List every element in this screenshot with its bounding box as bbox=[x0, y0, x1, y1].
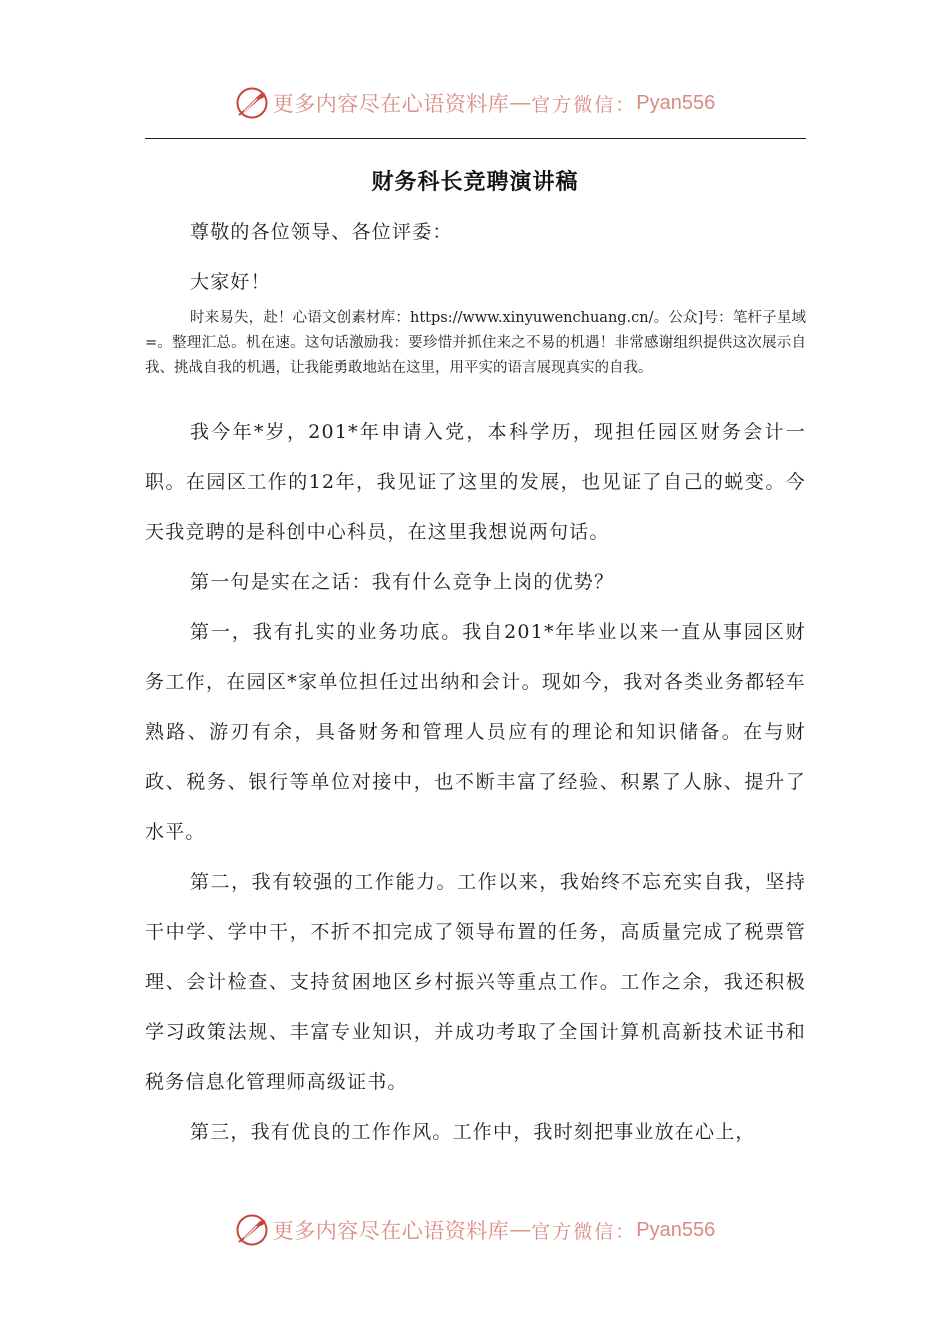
banner-slogan: 更多内容尽在心语资料库 bbox=[272, 1219, 510, 1243]
banner-wechat-label: 官方微信： bbox=[531, 1220, 637, 1243]
banner-wechat-id: Pyan556 bbox=[636, 1218, 716, 1241]
paragraph-self-introduction: 我今年*岁，201*年申请入党，本科学历，现担任园区财务会计一职。在园区工作的12年，我见证了这里的发展，也见证了自己的蜕变。今天我竞聘的是科创中心科员，在这里我想说两句话。 bbox=[145, 421, 806, 543]
paragraph-advantage-second: 第二，我有较强的工作能力。工作以来，我始终不忘充实自我，坚持干中学、学中干，不折不扣完成了领导布置的任务，高质量完成了税票管理、会计检查、支持贫困地区乡村振兴等重点工作。工作之余，我还积极学习政策法规、丰富专业知识，并成功考取了全国计算机高新技术证书和税务信息化管理师高级证书。 bbox=[145, 871, 806, 1093]
banner-slogan: 更多内容尽在心语资料库 bbox=[272, 92, 510, 116]
document-title: 财务科长竞聘演讲稿 bbox=[371, 169, 579, 195]
salutation: 尊敬的各位领导、各位评委： bbox=[190, 221, 453, 243]
paragraph-first-sentence: 第一句是实在之话：我有什么竞争上岗的优势？ bbox=[190, 571, 615, 593]
banner-wechat-id: Pyan556 bbox=[636, 91, 716, 114]
quill-pen-logo-icon bbox=[235, 86, 269, 120]
banner-wechat-label: 官方微信： bbox=[531, 93, 637, 116]
banner-separator: — bbox=[510, 91, 531, 114]
banner-separator: — bbox=[510, 1218, 531, 1241]
header-banner bbox=[0, 83, 950, 123]
footer-banner bbox=[0, 1210, 950, 1250]
greeting: 大家好！ bbox=[190, 271, 271, 293]
paragraph-advantage-third: 第三，我有优良的工作作风。工作中，我时刻把事业放在心上， bbox=[190, 1121, 756, 1143]
header-divider bbox=[145, 138, 806, 139]
paragraph-advantage-first: 第一，我有扎实的业务功底。我自201*年毕业以来一直从事园区财务工作，在园区*家单位担任过出纳和会计。现如今，我对各类业务都轻车熟路、游刃有余，具备财务和管理人员应有的理论和知识储备。在与财政、税务、银行等单位对接中，也不断丰富了经验、积累了人脉、提升了水平。 bbox=[145, 621, 806, 843]
intro-paragraph: 时来易失，赴！心语文创素材库：https://www.xinyuwenchuang.cn/。公众]号：笔杆子星域=。整理汇总。机在速。这句话激励我：要珍惜并抓住来之不易的机遇！非常感谢组织提供这次展示自我、挑战自我的机遇，让我能勇敢地站在这里，用平实的语言展现真实的自我。 bbox=[145, 310, 806, 376]
quill-pen-logo-icon bbox=[235, 1213, 269, 1247]
